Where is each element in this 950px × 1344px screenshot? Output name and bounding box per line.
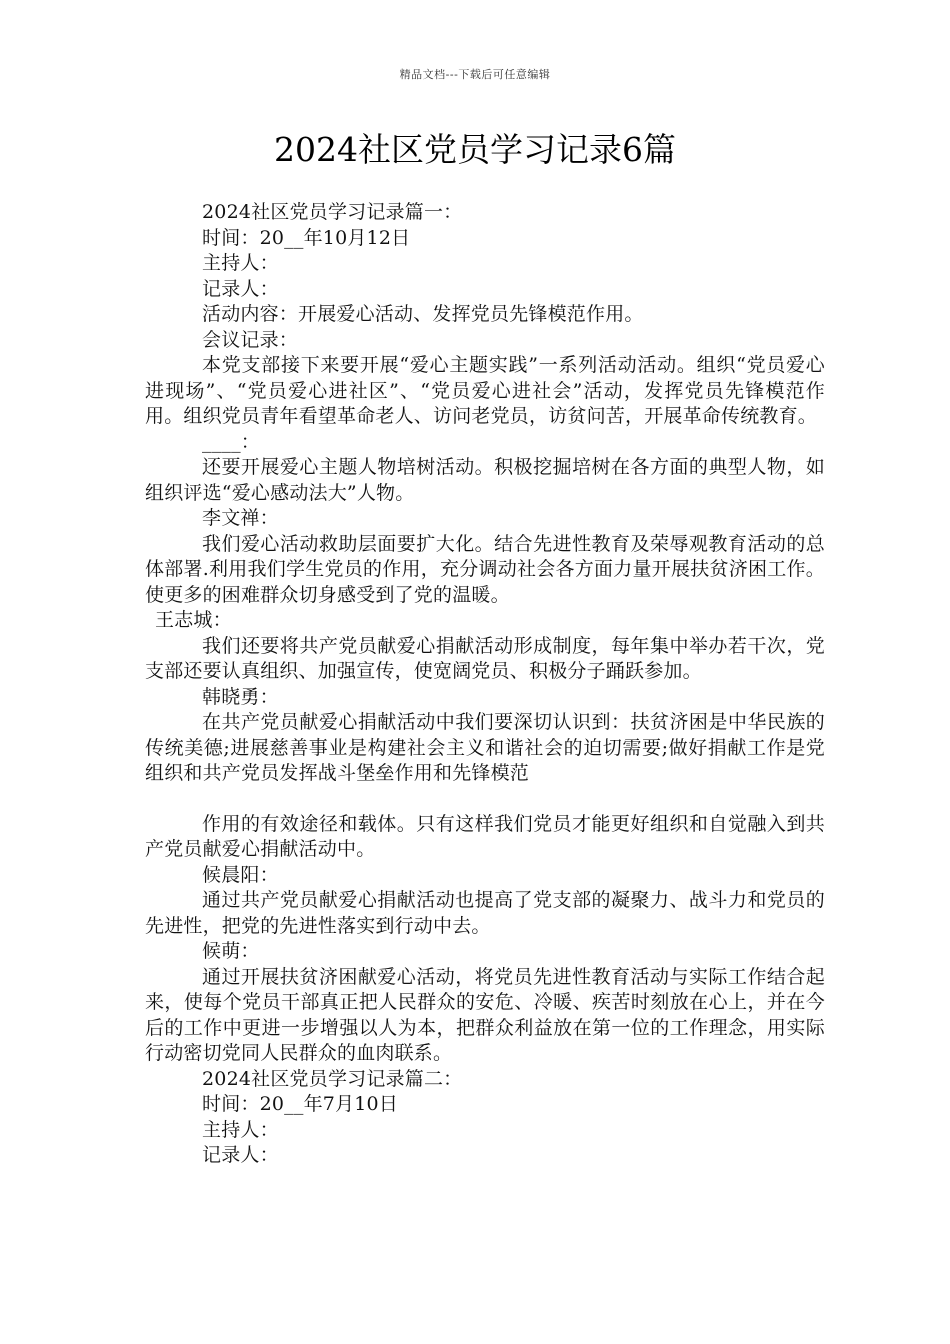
body-paragraph: 在共产党员献爱心捐献活动中我们要深切认识到：扶贫济困是中华民族的传统美德;进展慈善事业是构建社会主义和谐社会的迫切需要;做好捐献工作是党组织和共产党员发挥战斗堡垒作用和先锋模范: [145, 711, 825, 784]
body-paragraph: 作用的有效途径和载体。只有这样我们党员才能更好组织和自觉融入到共产党员献爱心捐献活动中。: [145, 812, 825, 860]
speaker-label: 李文禅：: [202, 507, 279, 529]
body-paragraph: 我们还要将共产党员献爱心捐献活动形成制度，每年集中举办若干次，党支部还要认真组织、加强宣传，使宽阔党员、积极分子踊跃参加。: [145, 634, 825, 682]
section-heading: 2024社区党员学习记录篇二：: [202, 1067, 463, 1090]
activity-content: 活动内容：开展爱心活动、发挥党员先锋模范作用。: [202, 303, 644, 325]
meeting-time: 时间：20__年10月12日: [202, 226, 411, 249]
meeting-recorder: 记录人：: [202, 277, 279, 300]
meeting-recorder: 记录人：: [202, 1144, 279, 1166]
section-heading: 2024社区党员学习记录篇一：: [202, 201, 463, 223]
body-paragraph: 本党支部接下来要开展“爱心主题实践”一系列活动活动。组织“党员爱心进现场”、“党员爱心进社区”、“党员爱心进社会”活动，发挥党员先锋模范作用。组织党员青年看望革命老人、访问老党员，访贫问苦，开展革命传统教育。: [145, 354, 825, 427]
minutes-label: 会议记录：: [202, 328, 299, 351]
body-paragraph: 通过共产党员献爱心捐献活动也提高了党支部的凝聚力、战斗力和党员的先进性，把党的先进性落实到行动中去。: [145, 889, 825, 937]
body-paragraph: 通过开展扶贫济困献爱心活动，将党员先进性教育活动与实际工作结合起来，使每个党员干部真正把人民群众的安危、冷暖、疾苦时刻放在心上，并在今后的工作中更进一步增强以人为本，把群众利益放在第一位的工作理念，用实际行动密切党同人民群众的血肉联系。: [145, 965, 825, 1064]
meeting-host: 主持人：: [202, 252, 279, 274]
page-header-note: 精品文档---下载后可任意编辑: [399, 68, 551, 81]
body-paragraph: 我们爱心活动救助层面要扩大化。结合先进性教育及荣辱观教育活动的总体部署.利用我们学生党员的作用，充分调动社会各方面力量开展扶贫济困工作。使更多的困难群众切身感受到了党的温暖。: [145, 532, 825, 606]
meeting-time: 时间：20__年7月10日: [202, 1093, 399, 1115]
document-title: 2024社区党员学习记录6篇: [274, 130, 676, 169]
speaker-label: 候晨阳：: [202, 863, 279, 886]
speaker-label: 韩晓勇：: [202, 685, 279, 708]
speaker-label: 王志城：: [155, 609, 232, 631]
meeting-host: 主持人：: [202, 1118, 279, 1141]
speaker-label: 候萌：: [202, 940, 260, 962]
speaker-label: ____：: [202, 430, 261, 453]
body-paragraph: 还要开展爱心主题人物培树活动。积极挖掘培树在各方面的典型人物，如组织评选“爱心感动法大”人物。: [145, 456, 825, 504]
document-body: [145, 200, 825, 1169]
